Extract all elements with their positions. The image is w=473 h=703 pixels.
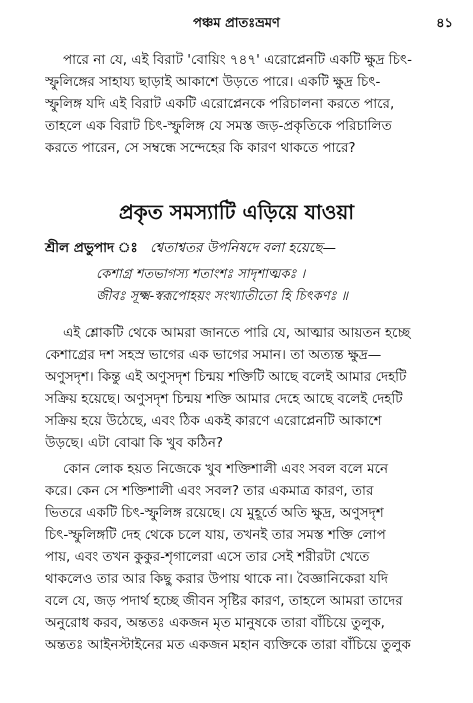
page-header: [20, 14, 453, 36]
text-line: করে। কেন সে শক্তিশালী এবং সবল? তার একমাত্র কারণ, তার: [45, 483, 374, 499]
text-line: চিৎ-স্ফুলিঙ্গটি দেহ থেকে চলে যায়, তখনই তার সমস্ত শক্তি লোপ: [45, 527, 386, 543]
text-line: বলে যে, জড় পদার্থ হচ্ছে জীবন সৃষ্টির কারণ, তাহলে আমরা তাদের: [45, 593, 403, 609]
text-line: পারে না যে, এই বিরাট 'বোয়িং ৭৪৭' এরোপ্লেনটি একটি ক্ষুদ্র চিৎ-: [63, 52, 413, 68]
page-number: ৪১: [436, 16, 453, 31]
speaker-name: শ্রীল প্রভুপাদ ঃ: [45, 240, 138, 256]
text-line: পায়, এবং তখন কুকুর-শৃগালেরা এসে তার সেই শরীরটা খেতে: [45, 549, 370, 565]
text-line: স্ফুলিঙ্গের সাহায্য ছাড়াই আকাশে উড়তে পারে। একটি ক্ষুদ্র চিৎ-: [45, 74, 381, 90]
text-line: সক্রিয় হয়ে উঠেছে, এবং ঠিক একই কারণে এরোপ্লেনটি আকাশে: [45, 413, 382, 429]
text-line: তাহলে এক বিরাট চিৎ-স্ফুলিঙ্গ যে সমস্ত জড়-প্রকৃতিকে পরিচালিত: [45, 118, 392, 134]
section-heading: প্রকৃত সমস্যাটি এড়িয়ে যাওয়া: [118, 200, 355, 224]
text-line: উড়ছে। এটা বোঝা কি খুব কঠিন?: [45, 435, 224, 451]
text-line: এই শ্লোকটি থেকে আমরা জানতে পারি যে, আত্মার আয়তন হচ্ছে: [63, 325, 411, 341]
verse-line: জীবঃ সূক্ষ্ম-স্বরূপোহয়ং সংখ্যাতীতো হি চিৎকণঃ ॥: [96, 289, 348, 304]
verse-line: কেশাগ্র শতভাগস্য শতাংশঃ সাদৃশাত্মকঃ ।: [96, 267, 306, 282]
text-line: অনুরোধ করব, অন্ততঃ একজন মৃত মানুষকে তারা বাঁচিয়ে তুলুক,: [45, 615, 385, 631]
text-line: সক্রিয় হয়েছে। অণুসদৃশ চিন্ময় শক্তি আমার দেহে আছে বলেই দেহটি: [45, 391, 403, 407]
text-line: কোন লোক হয়ত নিজেকে খুব শক্তিশালী এবং সবল বলে মনে: [63, 461, 389, 477]
text-line: স্ফুলিঙ্গ যদি এই বিরাট একটি এরোপ্লেনকে পরিচালনা করতে পারে,: [45, 96, 395, 112]
text-line: অন্ততঃ আইনস্টাইনের মত একজন মহান ব্যক্তিকে তারা বাঁচিয়ে তুলুক: [45, 637, 411, 653]
paragraph-3: [45, 458, 443, 656]
text-line: করতে পারেন, সে সম্বন্ধে সন্দেহের কি কারণ থাকতে পারে?: [45, 140, 356, 156]
text-line: ভিতরে একটি চিৎ-স্ফুলিঙ্গ রয়েছে। যে মুহূর্তে অতি ক্ষুদ্র, অণুসদৃশ: [45, 505, 384, 521]
speaker-text: শ্বেতাশ্বতর উপনিষদে বলা হয়েছে—: [149, 240, 336, 256]
text-line: অণুসদৃশ। কিন্তু এই অণুসদৃশ চিন্ময় শক্তিটি আছে বলেই আমার দেহটি: [45, 369, 407, 385]
paragraph-2: [45, 322, 443, 454]
text-line: কেশাগ্রের দশ সহস্র ভাগের এক ভাগের সমান। তা অত্যন্ত ক্ষুদ্র—: [45, 347, 382, 363]
intro-paragraph: [45, 49, 443, 159]
running-title: পঞ্চম প্রাতঃভ্রমণ: [193, 16, 280, 31]
text-line: থাকলেও তার আর কিছু করার উপায় থাকে না। বৈজ্ঞানিকেরা যদি: [45, 571, 389, 587]
speaker-line: [45, 238, 445, 258]
